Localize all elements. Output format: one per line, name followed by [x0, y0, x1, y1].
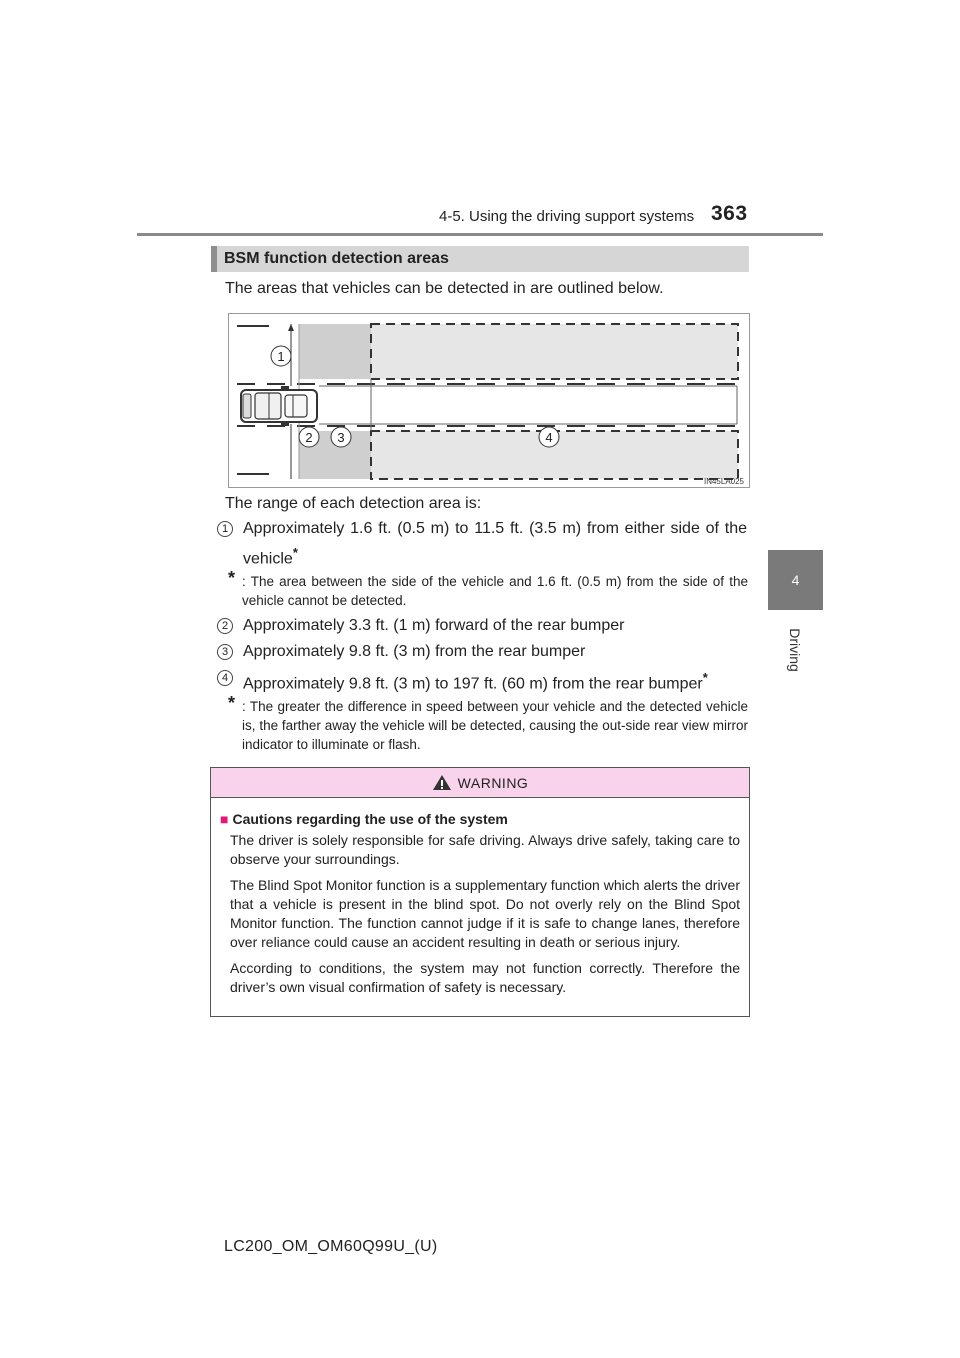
footnote-2-marker: *	[228, 693, 236, 713]
warning-paragraph-3: According to conditions, the system may not function correctly. Therefore the driver’s own visual confirmation of safety is necessary.	[230, 960, 740, 995]
item-number-3: 3	[217, 644, 233, 660]
arrow-head	[288, 324, 294, 331]
callout-4-label: 4	[545, 430, 553, 445]
warning-box	[210, 767, 750, 1017]
range-item-4	[243, 666, 747, 696]
callout-1	[271, 346, 291, 366]
intro-text: The areas that vehicles can be detected in are outlined below.	[225, 280, 664, 297]
chapter-tab-label	[770, 620, 820, 680]
zone-4-far-top	[371, 324, 738, 379]
item-number-4: 4	[217, 670, 233, 686]
callout-4	[539, 427, 559, 447]
footnote-2-text: : The greater the difference in speed between your vehicle and the detected vehicle is, the farther away the vehicle will be detected, causing the out-side rear view mirror indicator to illuminate or flash.	[242, 699, 748, 752]
callout-2-label: 2	[305, 430, 313, 445]
chapter-tab-label-text: Driving	[787, 628, 803, 672]
page-number: 363	[711, 202, 748, 225]
warning-label: WARNING	[457, 775, 529, 791]
detection-area-diagram	[228, 313, 750, 488]
vehicle-icon	[241, 386, 317, 426]
chapter-tab-number: 4	[768, 550, 823, 610]
range-item-3: Approximately 9.8 ft. (3 m) from the rear bumper	[243, 643, 586, 660]
warning-triangle-icon	[432, 774, 452, 791]
item-number-2: 2	[217, 618, 233, 634]
warning-title	[220, 810, 740, 829]
detection-area-svg	[229, 314, 749, 487]
footnote-1-text: : The area between the side of the vehicle and 1.6 ft. (0.5 m) from the side of the vehicle cannot be detected.	[242, 574, 748, 608]
range-item-1-text: Approximately 1.6 ft. (0.5 m) to 11.5 ft. (3.5 m) from either side of the vehicle	[243, 520, 747, 568]
warning-header	[211, 768, 749, 798]
range-item-4-text: Approximately 9.8 ft. (3 m) to 197 ft. (60 m) from the rear bumper	[243, 675, 703, 693]
callout-3-label: 3	[337, 430, 345, 445]
warning-paragraph-1: The driver is solely responsible for safe driving. Always drive safely, taking care to observe your surroundings.	[230, 832, 740, 867]
footnote-1	[228, 568, 748, 610]
warning-content	[211, 798, 749, 997]
callout-3	[331, 427, 351, 447]
footnote-marker: *	[292, 545, 298, 560]
header-section-title: 4-5. Using the driving support systems	[439, 208, 695, 225]
diagram-code: IN45LA025	[703, 477, 744, 486]
warning-title-text: Cautions regarding the use of the system	[232, 811, 508, 827]
footnote-marker: *	[702, 670, 708, 685]
square-bullet-icon: ■	[220, 811, 229, 827]
section-heading: BSM function detection areas	[211, 246, 749, 272]
range-item-2: Approximately 3.3 ft. (1 m) forward of the rear bumper	[243, 617, 625, 634]
range-intro-text: The range of each detection area is:	[225, 495, 482, 512]
warning-paragraph-2: The Blind Spot Monitor function is a supplementary function which alerts the driver that a vehicle is present in the blind spot. Do not overly rely on the Blind Spot Monitor function. The function cannot judge if it is safe to change lanes, therefore over reliance could cause an accident resulting in death or serious injury.	[230, 877, 740, 950]
range-item-1	[243, 517, 747, 571]
footnote-1-marker: *	[228, 568, 236, 588]
footer-doc-code: LC200_OM_OM60Q99U_(U)	[224, 1238, 438, 1255]
item-number-1: 1	[217, 521, 233, 537]
callout-2	[299, 427, 319, 447]
callout-1-label: 1	[277, 349, 285, 364]
header-divider	[137, 233, 823, 236]
zone-1-near-top	[299, 324, 371, 379]
footnote-2	[228, 693, 748, 754]
